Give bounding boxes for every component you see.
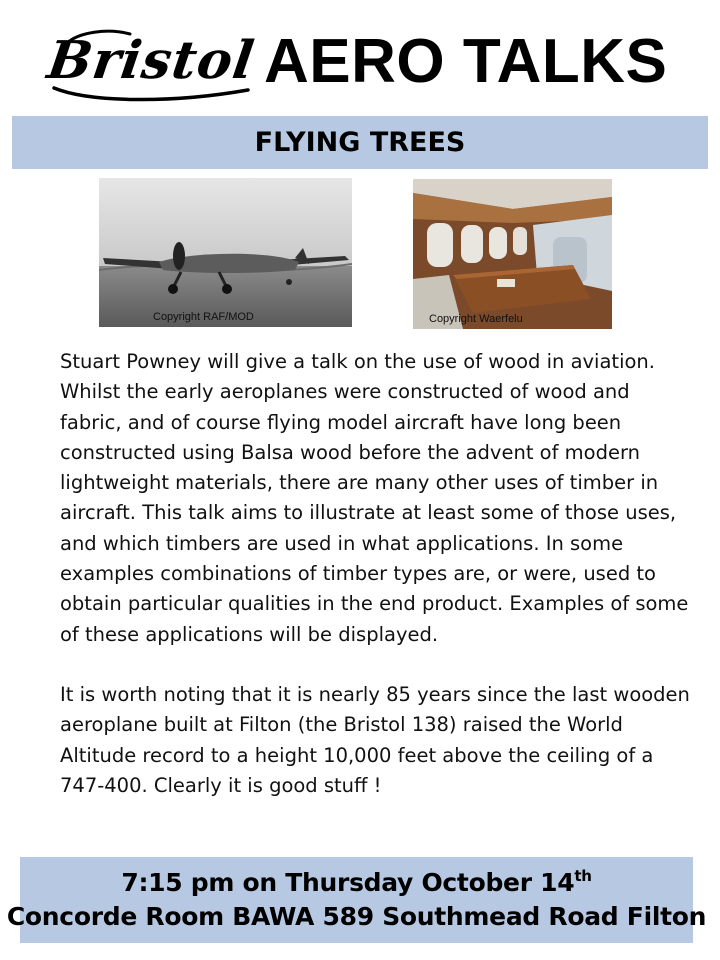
- event-time-text: 7:15 pm on Thursday October 14: [121, 868, 575, 897]
- cabin-interior-photo: [413, 179, 612, 329]
- logo-text: Bristol: [43, 30, 259, 91]
- aeroplane-photo: [99, 178, 352, 327]
- description-paragraph: Stuart Powney will give a talk on the use of wood in aviation. Whilst the early aeroplanes were constructed of wood and fabric, and of course flying model aircraft have long been constructed using Balsa wood before the advent of modern lightweight materials, there are many other uses of timber in aircraft. This talk aims to illustrate at least some of those uses, and which timbers are used in what applications. In some examples combinations of timber types are, or were, used to obtain particular qualities in the end product. Examples of some of these applications will be displayed.: [60, 350, 689, 646]
- date-ordinal-suffix: th: [574, 867, 592, 885]
- talk-description: [60, 347, 690, 801]
- brand-title: AERO TALKS: [264, 27, 668, 96]
- event-time: [121, 866, 591, 900]
- talk-title: FLYING TREES: [254, 127, 466, 158]
- event-location: Concorde Room BAWA 589 Southmead Road Filton: [6, 902, 707, 931]
- photo-credit: Copyright Waerfelu: [429, 313, 523, 325]
- event-details-bar: [6, 857, 707, 943]
- header: [0, 0, 720, 112]
- photo-credit: Copyright RAF/MOD: [153, 311, 254, 323]
- bristol-logo: [43, 26, 259, 104]
- talk-title-bar: [12, 116, 708, 169]
- cabin-interior-illustration: [413, 179, 612, 329]
- aeroplane-illustration: [99, 178, 352, 327]
- description-paragraph: It is worth noting that it is nearly 85 years since the last wooden aeroplane built at Filton (the Bristol 138) raised the World Altitude record to a height 10,000 feet above the ceiling of a 747-400. Clearly it is good stuff !: [60, 682, 690, 797]
